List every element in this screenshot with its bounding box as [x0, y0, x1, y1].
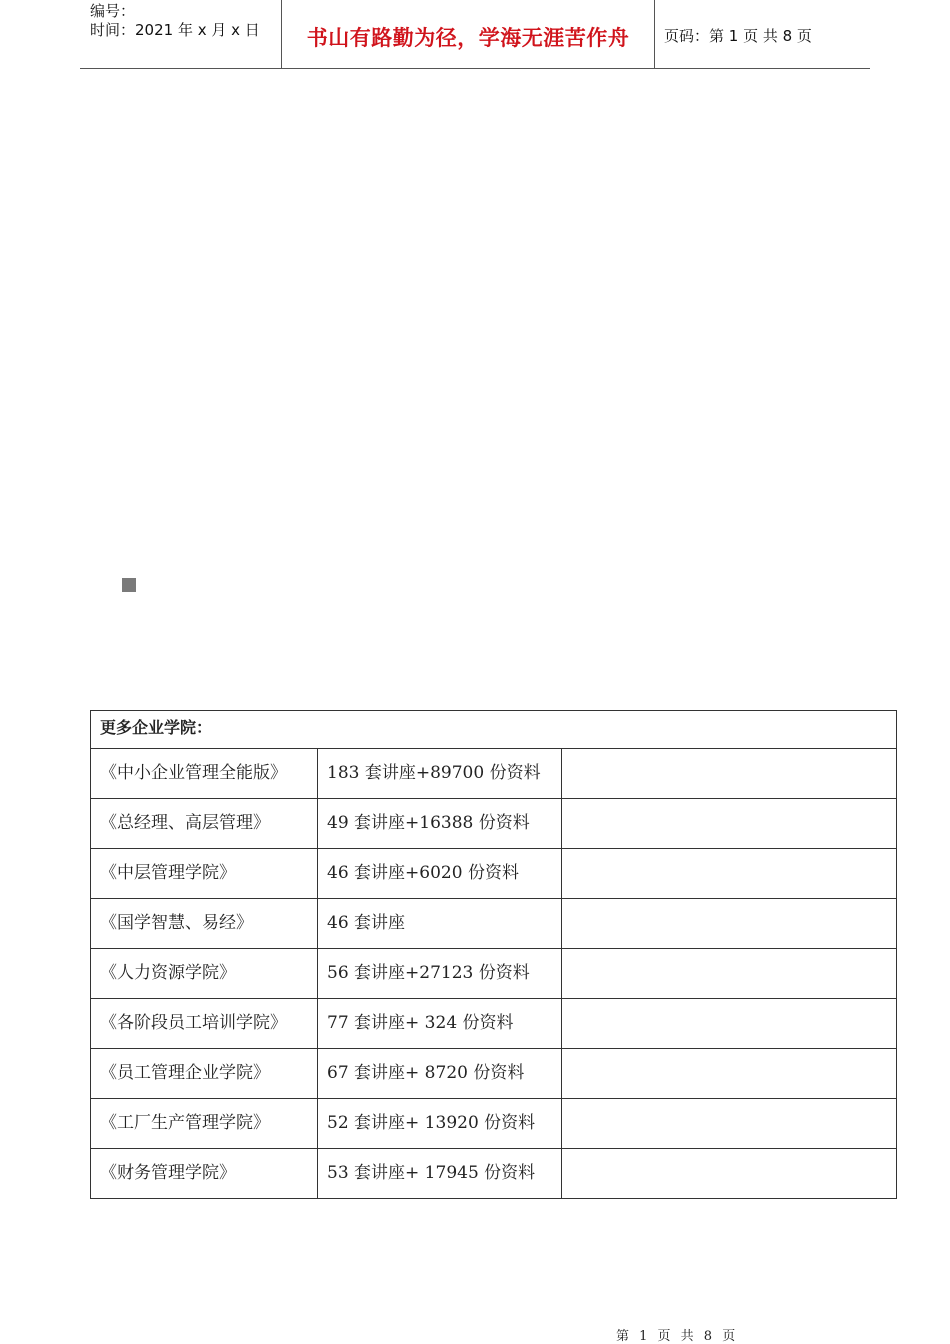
table-row: [91, 799, 897, 849]
academy-extra: [562, 749, 897, 799]
header-meta: [90, 2, 260, 40]
square-bullet-icon: [122, 578, 136, 592]
academy-name: 《人力资源学院》: [91, 949, 318, 999]
academy-extra: [562, 1049, 897, 1099]
academy-content: 53 套讲座+ 17945 份资料: [318, 1149, 562, 1199]
academy-name: 《工厂生产管理学院》: [91, 1099, 318, 1149]
academy-content: 77 套讲座+ 324 份资料: [318, 999, 562, 1049]
academy-name: 《总经理、高层管理》: [91, 799, 318, 849]
academy-name: 《各阶段员工培训学院》: [91, 999, 318, 1049]
table-row: [91, 949, 897, 999]
academy-table: [90, 710, 897, 1199]
document-time-label: 时间：2021 年 x 月 x 日: [90, 21, 260, 39]
academy-name: 《中层管理学院》: [91, 849, 318, 899]
academy-extra: [562, 949, 897, 999]
academy-extra: [562, 1149, 897, 1199]
academy-name: 《国学智慧、易经》: [91, 899, 318, 949]
academy-content: 183 套讲座+89700 份资料: [318, 749, 562, 799]
academy-extra: [562, 999, 897, 1049]
table-row: [91, 1149, 897, 1199]
page-header: [80, 0, 870, 69]
table-row: [91, 1099, 897, 1149]
academy-content: 67 套讲座+ 8720 份资料: [318, 1049, 562, 1099]
academy-name: 《员工管理企业学院》: [91, 1049, 318, 1099]
academy-content: 56 套讲座+27123 份资料: [318, 949, 562, 999]
academy-content: 52 套讲座+ 13920 份资料: [318, 1099, 562, 1149]
academy-extra: [562, 799, 897, 849]
academy-content: 46 套讲座: [318, 899, 562, 949]
header-divider: [654, 0, 655, 68]
academy-extra: [562, 899, 897, 949]
table-row: [91, 899, 897, 949]
footer-page-number: 第 1 页 共 8 页: [616, 1329, 739, 1344]
academy-name: 《财务管理学院》: [91, 1149, 318, 1199]
header-page-info: 页码：第 1 页 共 8 页: [664, 27, 812, 45]
academy-name: 《中小企业管理全能版》: [91, 749, 318, 799]
academy-content: 49 套讲座+16388 份资料: [318, 799, 562, 849]
header-motto: 书山有路勤为径，学海无涯苦作舟: [306, 26, 630, 50]
academy-content: 46 套讲座+6020 份资料: [318, 849, 562, 899]
table-row: [91, 1049, 897, 1099]
table-row: [91, 849, 897, 899]
table-title: 更多企业学院：: [91, 711, 897, 749]
academy-extra: [562, 1099, 897, 1149]
document-number-label: 编号：: [90, 2, 136, 20]
academy-extra: [562, 849, 897, 899]
table-row: [91, 999, 897, 1049]
table-row: [91, 749, 897, 799]
table-header-row: [91, 711, 897, 749]
